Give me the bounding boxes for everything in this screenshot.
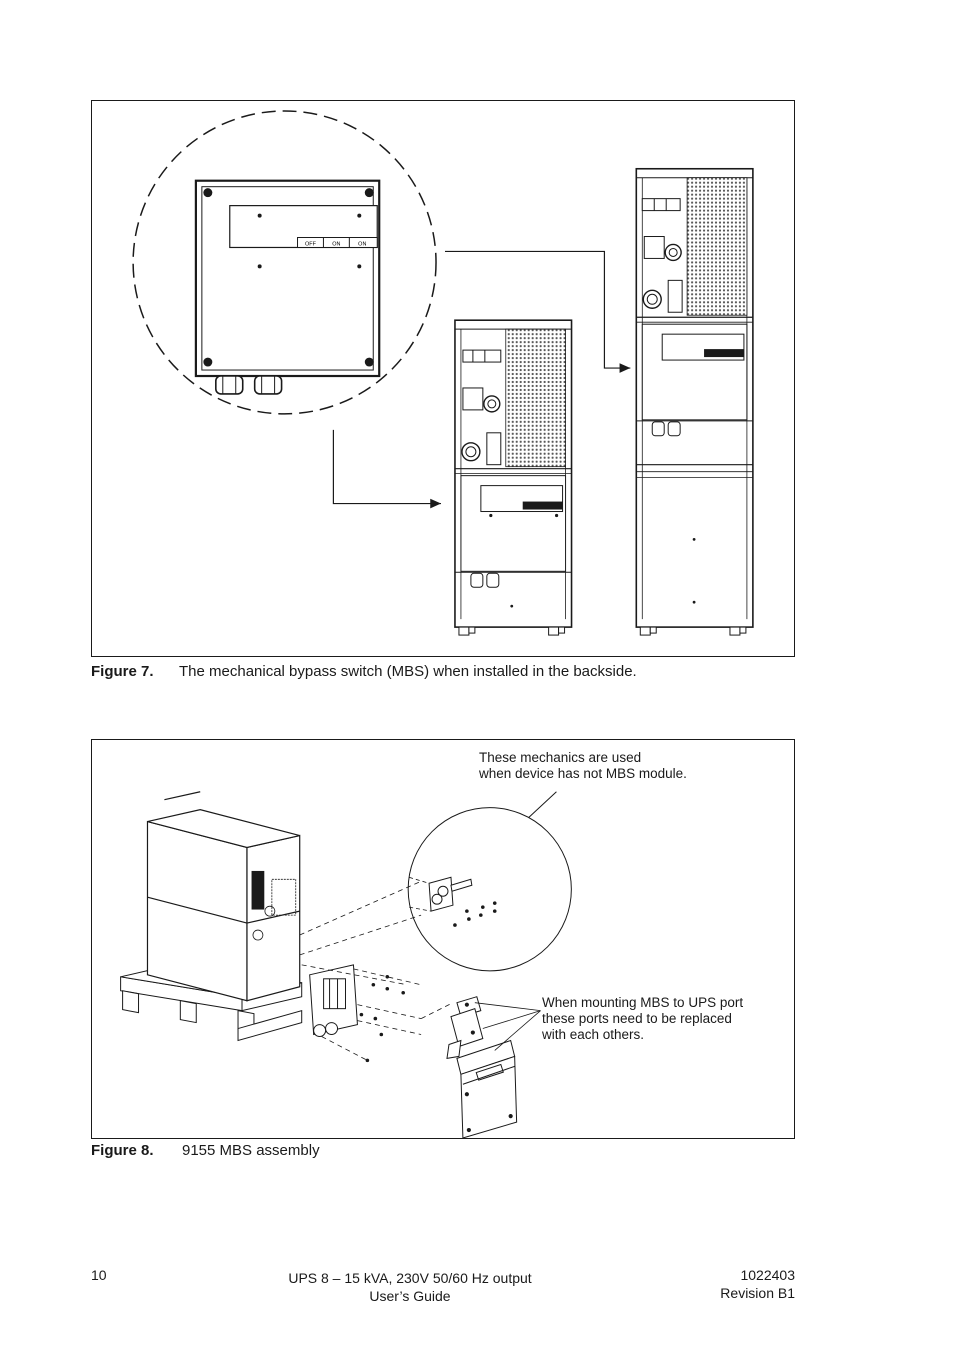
figure-7-caption — [91, 663, 637, 680]
replaceable-port-plates — [447, 997, 517, 1138]
arrow-to-short-cabinet — [333, 430, 441, 504]
figure-7-frame — [91, 100, 795, 657]
switch-label-off: OFF — [305, 241, 316, 248]
detail-circle-no-mbs — [408, 792, 571, 971]
switch-label-on-2: ON — [358, 241, 367, 248]
figure-7-caption-text: The mechanical bypass switch (MBS) when installed in the backside. — [179, 663, 637, 680]
footer-doc-info — [660, 1266, 795, 1302]
figure-8-caption-text: 9155 MBS assembly — [182, 1142, 320, 1159]
note-no-mbs-mechanics — [479, 750, 687, 782]
switch-label-on-1: ON — [332, 241, 341, 248]
footer-title-line-1: UPS 8 – 15 kVA, 230V 50/60 Hz output — [288, 1270, 532, 1286]
ups-cabinet-short — [455, 320, 572, 635]
note-top-line-2: when device has not MBS module. — [479, 766, 687, 781]
figure-8-caption — [91, 1142, 320, 1159]
footer-title — [260, 1269, 560, 1305]
ups-cabinet-3d — [147, 792, 299, 1001]
screws — [360, 975, 405, 1062]
figure-8-label: Figure 8. — [91, 1142, 154, 1159]
figure-8-drawing — [92, 740, 794, 1138]
figure-7-drawing — [92, 101, 794, 656]
note-bottom-line-2: these ports need to be replaced — [542, 1011, 732, 1026]
note-bottom-line-1: When mounting MBS to UPS port — [542, 995, 744, 1010]
note-top-line-1: These mechanics are used — [479, 750, 642, 765]
figure-8-frame — [91, 739, 795, 1139]
mbs-panel-detail — [196, 181, 379, 394]
ups-cabinet-tall — [636, 169, 753, 635]
doc-number: 1022403 — [740, 1267, 795, 1283]
note-bottom-line-3: with each others. — [542, 1027, 645, 1042]
footer-title-line-2: User’s Guide — [369, 1288, 451, 1304]
revision: Revision B1 — [720, 1285, 795, 1301]
figure-7-label: Figure 7. — [91, 663, 154, 680]
page-number: 10 — [91, 1267, 107, 1283]
note-replace-ports — [542, 995, 743, 1043]
